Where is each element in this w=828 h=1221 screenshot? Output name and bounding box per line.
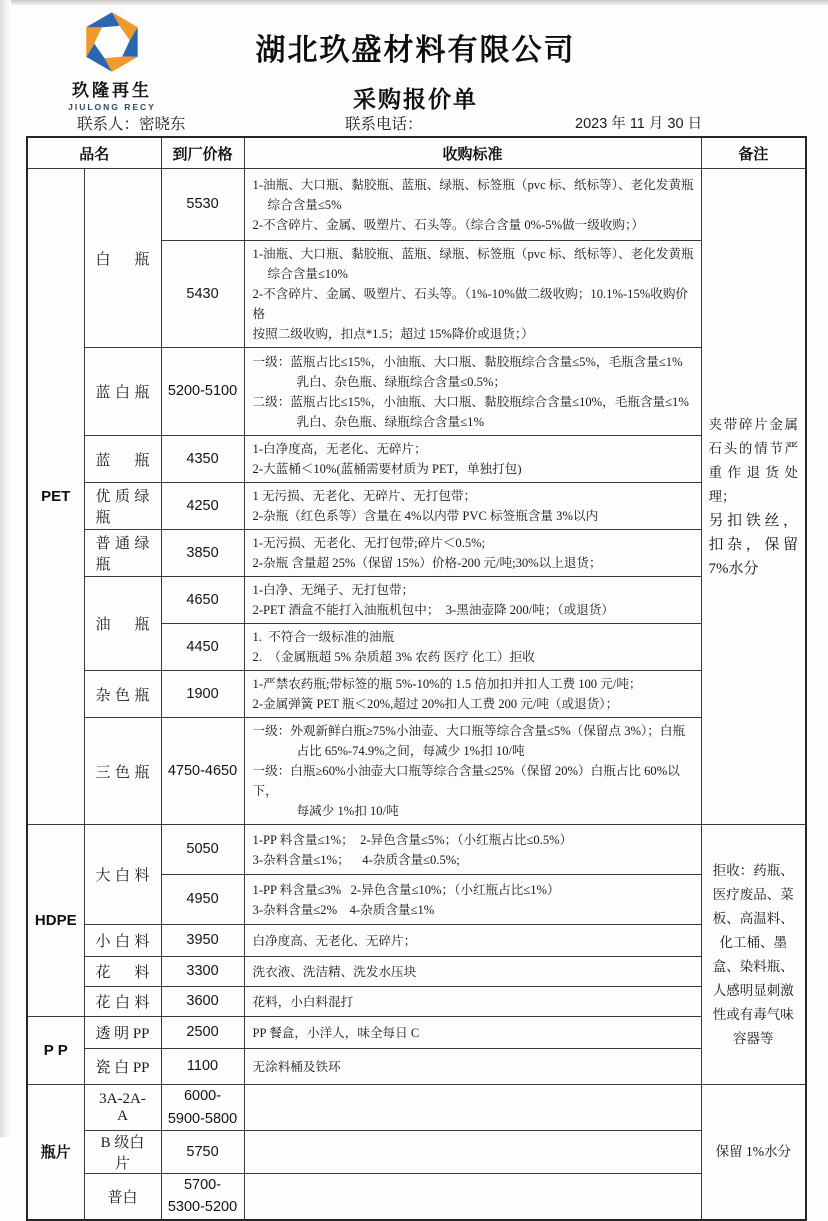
- standard-line: 2-不含碎片、金属、吸塑片、石头等。（综合含量 0%-5%做一级收购；）: [252, 217, 644, 232]
- table-row: [27, 1085, 806, 1131]
- col-header-price: 到厂价格: [161, 137, 244, 169]
- standard-line: 一级：蓝瓶占比≤15%，小油瓶、大口瓶、黏胶瓶综合含量≤5%，毛瓶含量≤1%: [252, 354, 683, 369]
- remark-text: 保留 1%水分: [715, 1143, 791, 1159]
- contact-phone-label: 联系电话：: [345, 116, 423, 133]
- col-header-remark: 备注: [701, 137, 806, 169]
- standard-line: 1 无污损、无老化、无碎片、无打包带；: [252, 489, 477, 503]
- item-ordinary-white-flake: 普白: [84, 1174, 161, 1220]
- standard-line: 每减少 1%扣 10/吨: [296, 804, 399, 818]
- standard-line: 2-不含碎片、金属、吸塑片、石头等。（1%-10%做二级收购；10.1%-15%收购价格: [252, 287, 689, 321]
- standard-line: 无涂料桶及铁环: [252, 1059, 341, 1074]
- table-row: [27, 825, 806, 875]
- standard-line: 花料，小白料混打: [252, 994, 354, 1009]
- standard-line: 1. 不符合一级标准的油瓶: [252, 630, 395, 644]
- item-big-white-material: 大白料: [84, 825, 161, 925]
- price-cell: 2500: [161, 1017, 244, 1049]
- standard-line: PP 餐盒，小洋人，味全每日 C: [252, 1025, 420, 1040]
- pet-remark-cell: [701, 169, 806, 825]
- standard-line: 1-白净、无绳子、无打包带；: [252, 583, 415, 597]
- price-cell: 5700-5300-5200: [161, 1174, 244, 1220]
- page-title: 采购报价单: [353, 86, 478, 112]
- price-cell: 4450: [161, 624, 244, 671]
- item-flower-material: 花料: [84, 957, 161, 987]
- standards-cell: [244, 825, 701, 875]
- standard-line: 综合含量≤10%: [267, 267, 348, 281]
- item-premium-green-bottle: 优质绿瓶: [84, 483, 161, 530]
- price-cell: 6000-5900-5800: [161, 1085, 244, 1131]
- standards-cell: [244, 348, 701, 436]
- item-tricolor-bottle: 三色瓶: [84, 718, 161, 825]
- price-cell: 4250: [161, 483, 244, 530]
- contact-row: [26, 112, 805, 136]
- standard-line: 综合含量≤5%: [267, 197, 342, 212]
- price-cell: 3850: [161, 530, 244, 577]
- item-flower-white-material: 花白料: [84, 987, 161, 1017]
- contact-person: 联系人：密晓东: [77, 116, 186, 133]
- standard-line: 白净度高、无老化、无碎片；: [252, 933, 417, 948]
- col-header-name: 品名: [27, 137, 161, 169]
- price-cell: 5430: [161, 241, 244, 348]
- category-pp: P P: [27, 1017, 84, 1085]
- standards-cell: [244, 875, 701, 925]
- photo-edge-left: [0, 0, 11, 1137]
- company-name: 湖北玖盛材料有限公司: [255, 34, 576, 67]
- item-mixed-color-bottle: 杂色瓶: [84, 671, 161, 718]
- price-cell: 5750: [161, 1131, 244, 1174]
- logo-english-name: JIULONG RECY: [68, 102, 156, 112]
- standard-line: 洗衣液、洗洁精、洗发水压块: [252, 964, 417, 979]
- item-white-bottle: 白瓶: [84, 169, 161, 348]
- standards-cell: [244, 577, 701, 624]
- item-blue-bottle: 蓝瓶: [84, 436, 161, 483]
- standards-cell: [244, 1174, 701, 1220]
- standard-line: 2-杂瓶（红色系等）含量在 4%以内带 PVC 标签瓶含量 3%以内: [252, 509, 599, 523]
- table-row: [27, 577, 806, 624]
- logo-chinese-name: 玖隆再生: [72, 81, 152, 100]
- standard-line: 占比 65%-74.9%之间，每减少 1%扣 10/吨: [296, 744, 525, 758]
- price-cell: 4350: [161, 436, 244, 483]
- standard-line: 乳白、杂色瓶、绿瓶综合含量≤1%: [296, 414, 484, 429]
- standards-cell: [244, 483, 701, 530]
- flake-remark-cell: [701, 1085, 806, 1220]
- standards-cell: [244, 671, 701, 718]
- standard-line: 一级：白瓶≥60%小油壶大口瓶等综合含量≤25%（保留 20%）白瓶占比 60%以下，: [252, 764, 680, 798]
- price-cell: 1100: [161, 1049, 244, 1085]
- standards-cell: [244, 241, 701, 348]
- standards-cell: [244, 530, 701, 577]
- standard-line: 1-无污损、无老化、无打包带;碎片＜0.5%;: [252, 536, 486, 550]
- standard-line: 1-油瓶、大口瓶、黏胶瓶、蓝瓶、绿瓶、标签瓶（pvc 标、纸标等）、老化发黄瓶: [252, 247, 694, 261]
- category-bottle-flakes: 瓶片: [27, 1085, 84, 1220]
- standards-cell: [244, 1049, 701, 1085]
- price-cell: 5530: [161, 169, 244, 241]
- standards-cell: [244, 987, 701, 1017]
- price-cell: 3300: [161, 957, 244, 987]
- standard-line: 按照二级收购，扣点*1.5；超过 15%降价或退货；）: [252, 327, 534, 341]
- table-row: [27, 169, 806, 241]
- category-hdpe: HDPE: [27, 825, 84, 1017]
- document-header: [26, 5, 805, 136]
- standards-cell: [244, 1085, 701, 1131]
- table-row: [27, 1174, 806, 1220]
- table-row: [27, 987, 806, 1017]
- quote-date: 2023 年 11 月 30 日: [575, 116, 703, 132]
- item-oil-bottle: 油瓶: [84, 577, 161, 671]
- standard-line: 1-白净度高，无老化、无碎片；: [252, 442, 427, 456]
- standards-cell: [244, 957, 701, 987]
- standards-cell: [244, 718, 701, 825]
- standards-cell: [244, 169, 701, 241]
- standards-cell: [244, 624, 701, 671]
- remark-text: 夹带碎片金属石头的情节严重作退货处理；: [708, 416, 799, 504]
- price-cell: 4650: [161, 577, 244, 624]
- table-row: [27, 530, 806, 577]
- standard-line: 二级：蓝瓶占比≤15%，小油瓶、大口瓶、黏胶瓶综合含量≤10%，毛瓶含量≤1%: [252, 394, 689, 409]
- item-porcelain-white-pp: 瓷白PP: [84, 1049, 161, 1085]
- hdpe-pp-remark-cell: [701, 825, 806, 1085]
- item-3a-2a-a: 3A-2A-A: [84, 1085, 161, 1131]
- table-row: [27, 1017, 806, 1049]
- standard-line: 2-PET 酒盒不能打入油瓶机包中； 3-黑油壶降 200/吨；（或退货）: [252, 603, 614, 617]
- standards-cell: [244, 925, 701, 957]
- standard-line: 2-大蓝桶＜10%(蓝桶需要材质为 PET，单独打包): [252, 462, 522, 476]
- item-clear-pp: 透明PP: [84, 1017, 161, 1049]
- table-row: [27, 1049, 806, 1085]
- standard-line: 3-杂料含量≤1%； 4-杂质含量≤0.5%;: [252, 852, 460, 867]
- table-header-row: [27, 137, 806, 169]
- standard-line: 1-严禁农药瓶;带标签的瓶 5%-10%的 1.5 倍加扣并扣人工费 100 元/吨；: [252, 677, 642, 691]
- table-row: [27, 348, 806, 436]
- price-cell: 5200-5100: [161, 348, 244, 436]
- item-small-white-material: 小白料: [84, 925, 161, 957]
- price-cell: 1900: [161, 671, 244, 718]
- price-cell: 3600: [161, 987, 244, 1017]
- standard-line: 2-金属弹簧 PET 瓶＜20%,超过 20%扣人工费 200 元/吨（或退货）；: [252, 697, 619, 711]
- standard-line: 2-杂瓶 含量超 25%（保留 15%）价格-200 元/吨;30%以上退货；: [252, 556, 602, 570]
- standard-line: 3-杂料含量≤2% 4-杂质含量≤1%: [252, 902, 435, 917]
- remark-text: 拒收：药瓶、医疗废品、菜板、高温料、化工桶、墨盒、染料瓶、人感明显刺激性或有毒气味容器等: [712, 862, 794, 1046]
- item-common-green-bottle: 普通绿瓶: [84, 530, 161, 577]
- item-blue-white-bottle: 蓝白瓶: [84, 348, 161, 436]
- table-row: [27, 957, 806, 987]
- table-row: [27, 436, 806, 483]
- standard-line: 一级：外观新鲜白瓶≥75%小油壶、大口瓶等综合含量≤5%（保留点 3%）；白瓶: [252, 724, 686, 738]
- standards-cell: [244, 1017, 701, 1049]
- price-table: [26, 136, 807, 1221]
- category-pet: PET: [27, 169, 84, 825]
- standard-line: 1-PP 料含量≤3% 2-异色含量≤10%；（小红瓶占比≤1%）: [252, 882, 560, 897]
- col-header-standard: 收购标准: [244, 137, 701, 169]
- quotation-document: [26, 5, 805, 1221]
- price-cell: 5050: [161, 825, 244, 875]
- standard-line: 1-油瓶、大口瓶、黏胶瓶、蓝瓶、绿瓶、标签瓶（pvc 标、纸标等）、老化发黄瓶: [252, 177, 694, 192]
- item-grade-b-white-flake: B 级白片: [84, 1131, 161, 1174]
- table-row: [27, 671, 806, 718]
- standard-line: 乳白、杂色瓶、绿瓶综合含量≤0.5%；: [296, 374, 506, 389]
- price-cell: 4750-4650: [161, 718, 244, 825]
- standard-line: 1-PP 料含量≤1%； 2-异色含量≤5%；（小红瓶占比≤0.5%）: [252, 832, 573, 847]
- table-row: [27, 483, 806, 530]
- price-cell: 3950: [161, 925, 244, 957]
- standards-cell: [244, 436, 701, 483]
- standard-line: 2. （金属瓶超 5% 杂质超 3% 农药 医疗 化工）拒收: [252, 650, 535, 664]
- remark-text: 另扣铁丝，扣杂，保留 7%水分: [708, 512, 799, 577]
- table-row: [27, 925, 806, 957]
- table-row: [27, 718, 806, 825]
- price-cell: 4950: [161, 875, 244, 925]
